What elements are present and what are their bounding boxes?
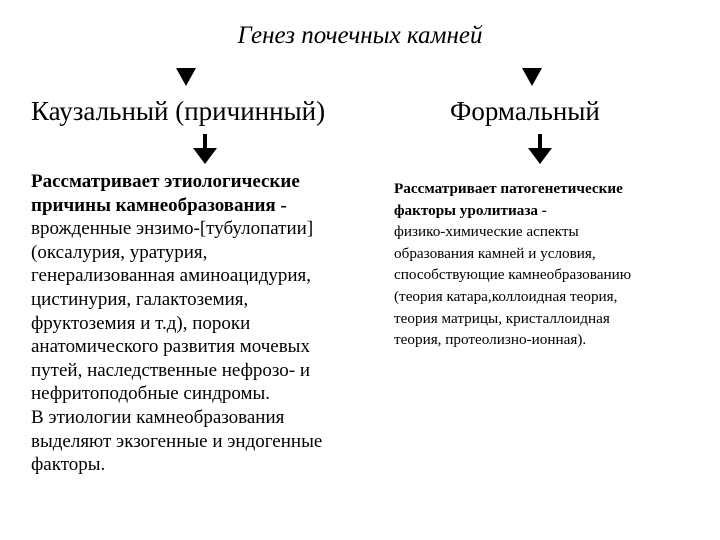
- text-line: фруктоземия и т.д), пороки: [31, 312, 251, 334]
- page-title: Генез почечных камней: [237, 22, 483, 49]
- text-line: цистинурия, галактоземия,: [31, 288, 249, 310]
- text-line: В этиологии камнеобразования: [31, 406, 285, 428]
- text-line: (оксалурия, уратурия,: [31, 241, 208, 263]
- text-line: (теория катара,коллоидная теория,: [394, 287, 618, 305]
- arrow-down-icon: [193, 134, 217, 164]
- arrow-down-icon: [176, 68, 196, 86]
- text-line: анатомического развития мочевых: [31, 336, 310, 358]
- text-line: врожденные энзимо-[тубулопатии]: [31, 218, 314, 240]
- arrow-down-icon: [522, 68, 542, 86]
- text-line: теория матрицы, кристаллоидная: [394, 309, 610, 327]
- text-line: факторы уролитиаза -: [394, 201, 547, 219]
- text-line: Рассматривает этиологические: [31, 171, 300, 192]
- text-line: способствующие камнеобразованию: [394, 266, 632, 284]
- text-line: нефритоподобные синдромы.: [31, 383, 271, 405]
- arrow-down-icon: [528, 134, 552, 164]
- text-line: генерализованная аминоацидурия,: [31, 265, 312, 287]
- causal-description: [31, 170, 376, 477]
- formal-description: [394, 178, 694, 351]
- formal-heading: Формальный: [450, 96, 600, 126]
- text-line: факторы.: [31, 454, 106, 476]
- text-line: причины камнеобразования -: [31, 194, 287, 216]
- text-line: физико-химические аспекты: [394, 223, 579, 241]
- text-line: теория, протеолизно-ионная).: [394, 331, 587, 349]
- text-line: образования камней и условия,: [394, 244, 596, 262]
- causal-heading: Каузальный (причинный): [31, 96, 326, 126]
- text-line: выделяют экзогенные и эндогенные: [31, 430, 323, 452]
- text-line: Рассматривает патогенетические: [394, 180, 623, 197]
- text-line: путей, наследственные нефрозо- и: [31, 359, 311, 381]
